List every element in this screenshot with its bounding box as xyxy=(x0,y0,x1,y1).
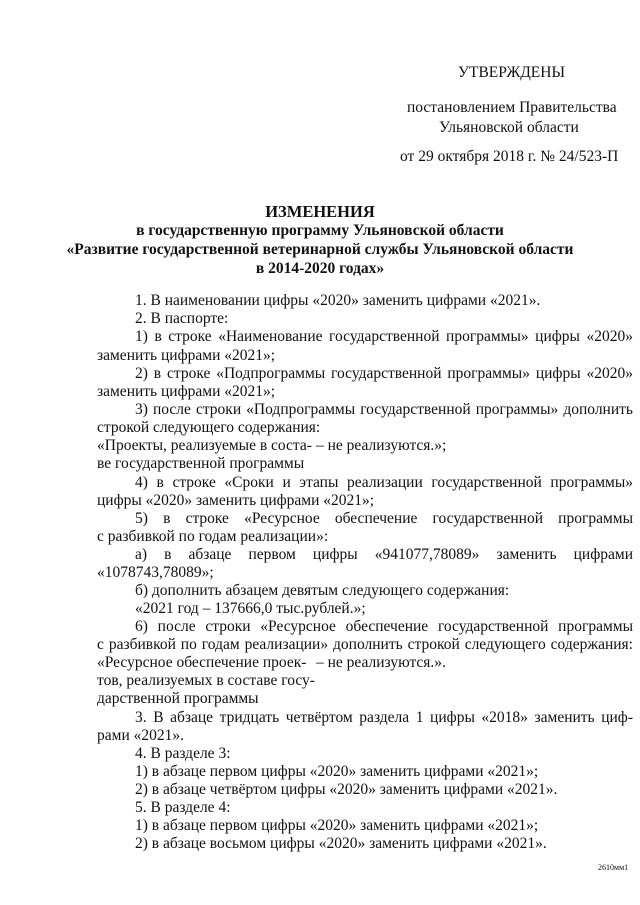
paragraph-line: 2) в абзаце четвёртом цифры «2020» заменить цифрами «2021». xyxy=(135,781,558,798)
paragraph-line: рами «2021». xyxy=(97,727,184,744)
paragraph-line: 2) в строке «Подпрограммы государственной программы» цифры «2020» xyxy=(135,365,633,382)
paragraph-line: 2) в абзаце восьмом цифры «2020» заменить цифрами «2021». xyxy=(135,835,547,852)
paragraph-line: б) дополнить абзацем девятым следующего содержания: xyxy=(135,582,510,599)
paragraph-line: 4) в строке «Сроки и этапы реализации государственной программы» xyxy=(135,474,633,491)
paragraph-line: 3) после строки «Подпрограммы государственной программы» дополнить xyxy=(135,401,633,418)
paragraph-line: 1. В наименовании цифры «2020» заменить цифрами «2021». xyxy=(135,292,541,309)
table-cell-right: – не реализуются.»; xyxy=(316,437,447,454)
paragraph-line: строкой следующего содержания: xyxy=(97,419,321,436)
approval-line-1: постановлением Правительства xyxy=(407,99,617,116)
approval-line-2: Ульяновской области xyxy=(439,119,579,136)
table-cell-left: «Проекты, реализуемые в соста- xyxy=(97,437,312,454)
table-cell-left: дарственной программы xyxy=(97,690,259,707)
paragraph-line: заменить цифрами «2021»; xyxy=(97,347,276,364)
paragraph-line: а) в абзаце первом цифры «941077,78089» заменить цифрами xyxy=(135,546,633,563)
paragraph-line: заменить цифрами «2021»; xyxy=(97,383,276,400)
paragraph-line: 2. В паспорте: xyxy=(135,310,229,327)
paragraph-line: 6) после строки «Ресурсное обеспечение государственной программы xyxy=(135,618,633,635)
paragraph-line: 1) в строке «Наименование государственной программы» цифры «2020» xyxy=(135,328,633,345)
table-cell-left: ве государственной программы xyxy=(97,455,305,472)
document-subtitle-2: «Развитие государственной ветеринарной службы Ульяновской области xyxy=(66,241,574,258)
paragraph-line: с разбивкой по годам реализации»: xyxy=(97,528,329,545)
paragraph-line: 5. В разделе 4: xyxy=(135,799,231,816)
paragraph-line: 1) в абзаце первом цифры «2020» заменить цифрами «2021»; xyxy=(135,817,539,834)
document-subtitle-1: в государственную программу Ульяновской области xyxy=(136,222,504,239)
approval-date-number: от 29 октября 2018 г. № 24/523-П xyxy=(400,148,619,165)
paragraph-line: цифры «2020» заменить цифрами «2021»; xyxy=(97,492,375,509)
table-cell-left: тов, реализуемых в составе госу- xyxy=(97,672,315,689)
paragraph-line: 3. В абзаце тридцать четвёртом раздела 1 цифры «2018» заменить циф- xyxy=(135,709,633,726)
table-cell-right: – не реализуются.». xyxy=(316,654,446,671)
paragraph-line: «1078743,78089»; xyxy=(97,564,214,581)
document-subtitle-3: в 2014-2020 годах» xyxy=(255,260,385,277)
paragraph-line: 5) в строке «Ресурсное обеспечение государственной программы xyxy=(135,510,633,527)
table-cell-left: «Ресурсное обеспечение проек- xyxy=(97,654,307,671)
paragraph-line: 1) в абзаце первом цифры «2020» заменить цифрами «2021»; xyxy=(135,763,539,780)
paragraph-line: с разбивкой по годам реализации» дополнить строкой следующего содержания: xyxy=(97,636,633,653)
footer-code: 2610мм1 xyxy=(598,863,629,872)
paragraph-line: 4. В разделе 3: xyxy=(135,745,231,762)
paragraph-line: «2021 год – 137666,0 тыс.рублей.»; xyxy=(135,600,366,617)
document-title: ИЗМЕНЕНИЯ xyxy=(265,202,375,221)
approved-label: УТВЕРЖДЕНЫ xyxy=(458,64,565,81)
